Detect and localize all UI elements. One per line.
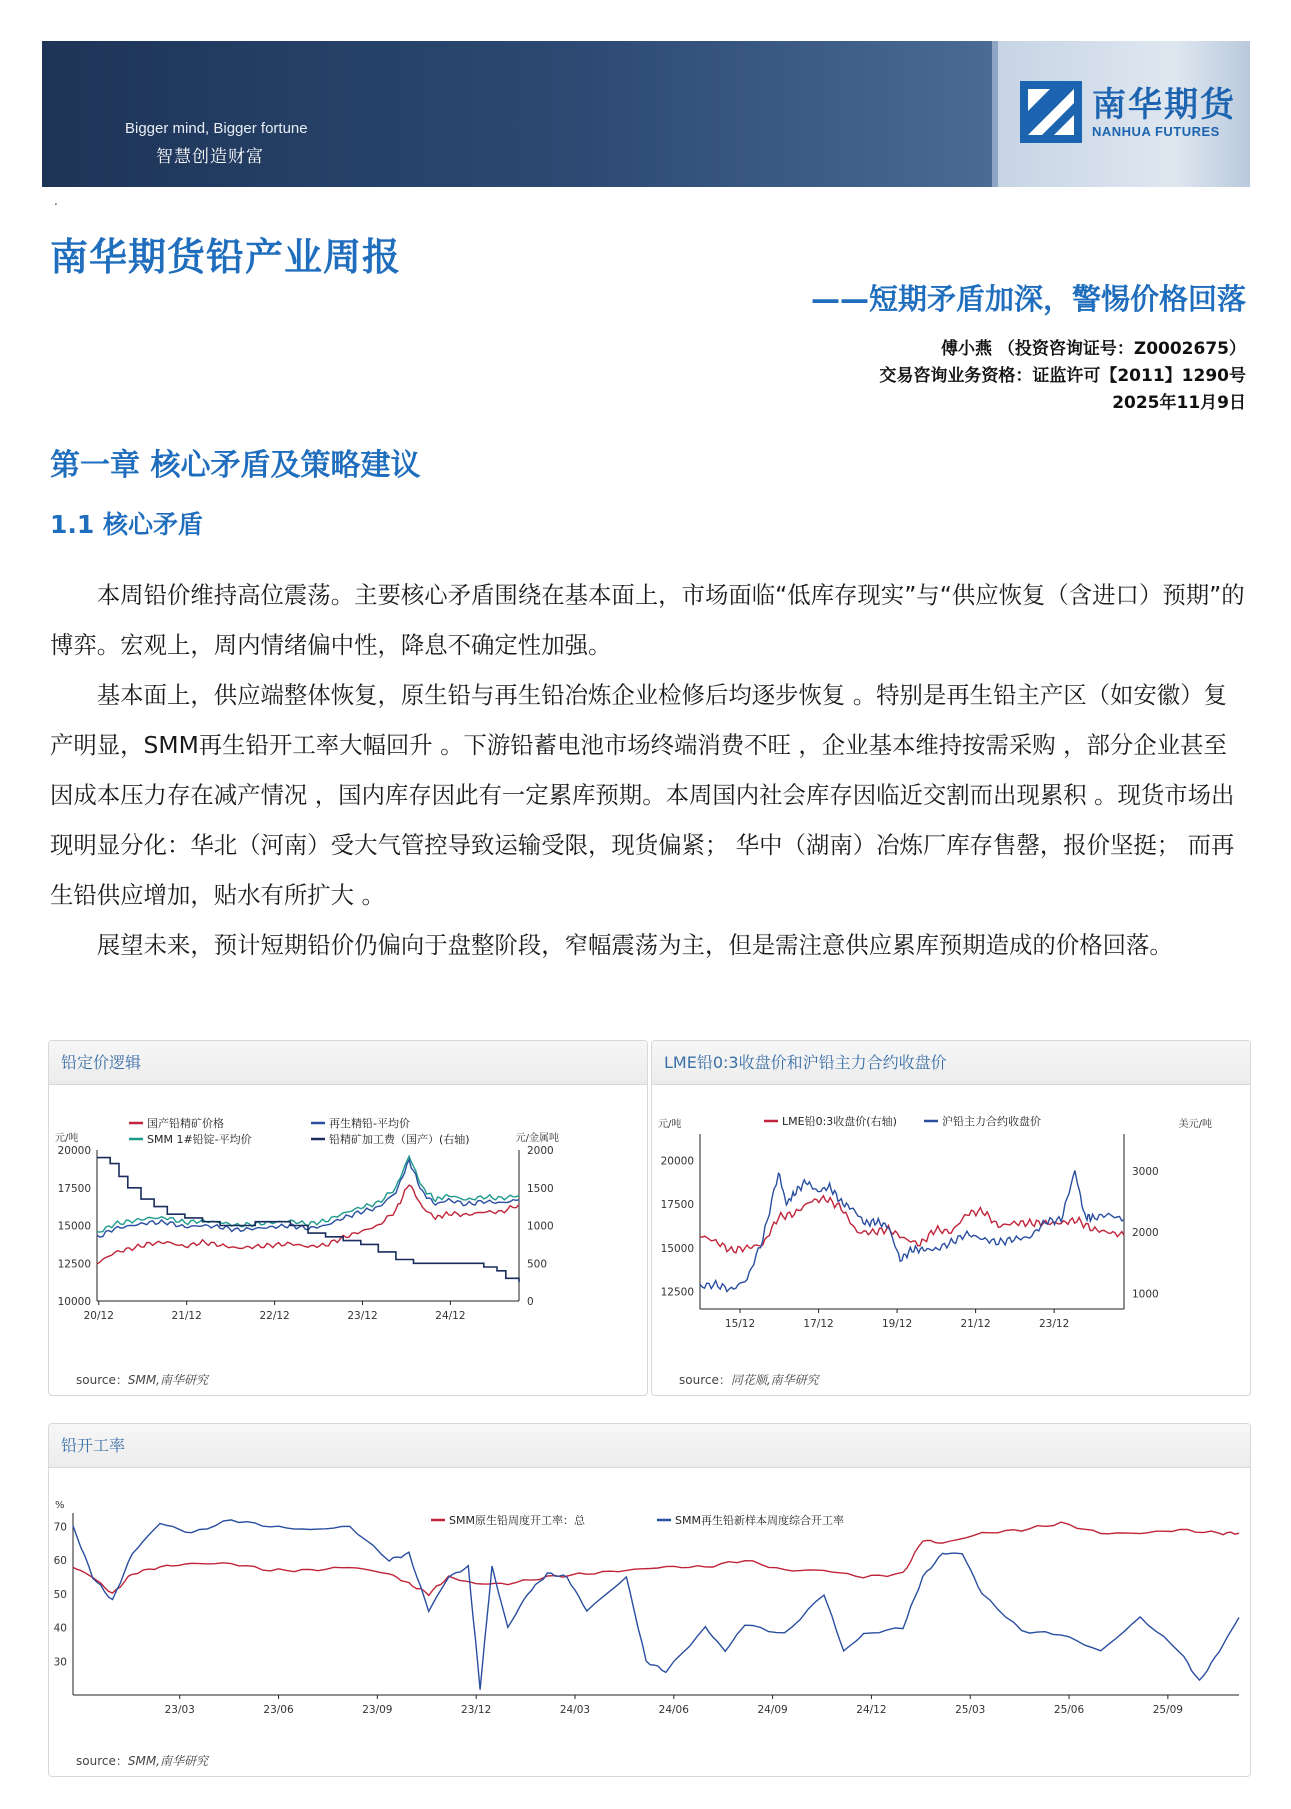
x-tick-label: 22/12: [259, 1310, 290, 1322]
x-tick-label: 15/12: [724, 1318, 756, 1330]
slogan-chinese: 智慧创造财富: [156, 147, 264, 167]
series-line: [97, 1158, 519, 1283]
legend-label: 沪铅主力合约收盘价: [942, 1115, 1041, 1128]
x-tick-label: 21/12: [960, 1318, 991, 1330]
y-tick-label-right: 2000: [1132, 1227, 1159, 1240]
x-tick-label: 23/12: [461, 1704, 492, 1716]
paragraph-2: 基本面上，供应端整体恢复，原生铅与再生铅冶炼企业检修后均逐步恢复 。特别是再生铅主产区（如安徽）复产明显，SMM再生铅开工率大幅回升 。下游铅蓄电池市场终端消费不旺 ，企业基本维持按需采购 ，部分企业甚至因成本压力存在减产情况 ，国内库存因此有一定累库预期。本周国内社会库存因临近交割而出现累积 。现货市场出现明显分化：华北（河南）受大气管控导致运输受限，现货偏紧； 华中（湖南）冶炼厂库存售罄，报价坚挺； 而再生铅供应增加，贴水有所扩大 。: [50, 681, 1235, 909]
x-tick-label: 23/03: [164, 1704, 195, 1716]
pricing-logic-chart: [49, 1087, 649, 1357]
y-tick-label: 60: [53, 1555, 67, 1568]
x-tick-label: 25/03: [955, 1704, 986, 1716]
y-axis-unit-right: 元/金属吨: [515, 1133, 559, 1144]
chart-card-operating-rate: [48, 1423, 1251, 1777]
y-tick-label: 17500: [57, 1182, 91, 1195]
chart-card-lme-shfe: [651, 1040, 1251, 1396]
chart-source: [679, 1371, 819, 1388]
chapter-heading: 第一章 核心矛盾及策略建议: [50, 448, 421, 483]
logo-text-english: NANHUA FUTURES: [1092, 123, 1220, 139]
series-line: [73, 1520, 1239, 1690]
source-label: source：: [76, 1754, 128, 1768]
chart-card-pricing-logic: [48, 1040, 648, 1396]
paragraph-1: 本周铅价维持高位震荡。主要核心矛盾围绕在基本面上，市场面临“低库存现实”与“供应恢复（含进口）预期”的博弈。宏观上，周内情绪偏中性，降息不确定性加强。: [50, 581, 1245, 659]
series-line: [73, 1522, 1239, 1595]
report-title: 南华期货铅产业周报: [50, 235, 402, 279]
header-banner: [42, 41, 1250, 187]
company-logo: [1020, 81, 1236, 143]
x-tick-label: 25/06: [1053, 1704, 1085, 1716]
x-tick-label: 20/12: [83, 1310, 114, 1322]
x-tick-label: 23/06: [263, 1704, 294, 1716]
legend-label: LME铅0:3收盘价(右轴): [782, 1115, 897, 1128]
y-tick-label: 70: [53, 1521, 67, 1534]
chart-card-title: 铅定价逻辑: [49, 1041, 647, 1085]
y-axis-unit-left: %: [55, 1500, 65, 1511]
x-tick-label: 17/12: [803, 1318, 834, 1330]
x-tick-label: 24/06: [658, 1704, 689, 1716]
y-tick-label-right: 1000: [1132, 1288, 1159, 1301]
source-label: source：: [679, 1373, 731, 1387]
x-tick-label: 23/12: [1038, 1318, 1070, 1330]
series-line: [700, 1196, 1124, 1253]
operating-rate-chart: [49, 1470, 1252, 1740]
nanhua-logo-icon: [1020, 81, 1092, 143]
chart-source: [76, 1371, 208, 1388]
x-tick-label: 23/12: [347, 1310, 378, 1322]
y-axis-unit-right: 美元/吨: [1178, 1119, 1212, 1130]
report-date: 2025年11月9日: [1112, 393, 1246, 413]
x-tick-label: 25/09: [1152, 1704, 1183, 1716]
y-tick-label-right: 0: [527, 1296, 534, 1308]
y-tick-label: 12500: [57, 1258, 91, 1271]
y-tick-label: 20000: [57, 1145, 91, 1157]
legend-label: SMM 1#铅锭-平均价: [147, 1133, 252, 1146]
x-tick-label: 21/12: [171, 1310, 202, 1322]
report-author: 傅小燕 （投资咨询证号：Z0002675）: [940, 339, 1246, 359]
y-tick-label: 40: [53, 1622, 67, 1635]
source-value: 同花顺,南华研究: [730, 1373, 819, 1387]
x-tick-label: 24/09: [757, 1704, 788, 1716]
dot-mark: .: [54, 194, 58, 208]
y-tick-label: 10000: [57, 1296, 91, 1308]
source-value: SMM,南华研究: [127, 1754, 208, 1768]
y-tick-label: 15000: [57, 1220, 91, 1233]
x-tick-label: 19/12: [881, 1318, 913, 1330]
x-tick-label: 24/12: [856, 1704, 887, 1716]
y-tick-label: 17500: [660, 1199, 694, 1211]
x-tick-label: 24/12: [435, 1310, 466, 1322]
legend-label: 国产铅精矿价格: [147, 1117, 224, 1130]
series-line: [700, 1171, 1124, 1292]
legend-label: SMM再生铅新样本周度综合开工率: [675, 1514, 844, 1527]
paragraph-3: 展望未来，预计短期铅价仍偏向于盘整阶段，窄幅震荡为主，但是需注意供应累库预期造成的价格回落。: [96, 931, 1173, 959]
y-tick-label: 15000: [660, 1242, 694, 1255]
legend-label: SMM原生铅周度开工率：总: [449, 1514, 585, 1527]
chart-source: [76, 1752, 208, 1769]
source-label: source：: [76, 1373, 128, 1387]
report-license: 交易咨询业务资格：证监许可【2011】1290号: [879, 366, 1246, 386]
lme-shfe-price-chart: [652, 1087, 1252, 1357]
source-value: SMM,南华研究: [127, 1373, 208, 1387]
core-contradiction-text: [50, 570, 1250, 970]
section-heading: 1.1 核心矛盾: [50, 510, 203, 539]
x-tick-label: 23/09: [362, 1704, 393, 1716]
legend-label: 铅精矿加工费（国产）(右轴): [329, 1133, 470, 1146]
logo-text-chinese: 南华期货: [1092, 84, 1236, 125]
y-axis-unit-left: 元/吨: [658, 1119, 682, 1130]
y-tick-label-right: 2000: [527, 1145, 554, 1157]
y-tick-label: 50: [53, 1588, 67, 1601]
slogan-english: Bigger mind, Bigger fortune: [125, 120, 308, 137]
y-axis-unit-left: 元/吨: [55, 1133, 79, 1144]
y-tick-label: 20000: [660, 1155, 694, 1168]
y-tick-label: 30: [53, 1656, 67, 1669]
x-tick-label: 24/03: [559, 1704, 591, 1716]
y-tick-label-right: 500: [527, 1258, 548, 1271]
chart-card-title: LME铅0:3收盘价和沪铅主力合约收盘价: [652, 1041, 1250, 1085]
y-tick-label-right: 1000: [527, 1220, 554, 1233]
chart-card-title: 铅开工率: [49, 1424, 1250, 1468]
y-tick-label: 12500: [660, 1286, 694, 1299]
y-tick-label-right: 3000: [1132, 1165, 1159, 1178]
legend-label: 再生精铅-平均价: [329, 1117, 410, 1130]
y-tick-label-right: 1500: [527, 1182, 554, 1195]
report-subtitle: ——短期矛盾加深，警惕价格回落: [810, 282, 1246, 316]
